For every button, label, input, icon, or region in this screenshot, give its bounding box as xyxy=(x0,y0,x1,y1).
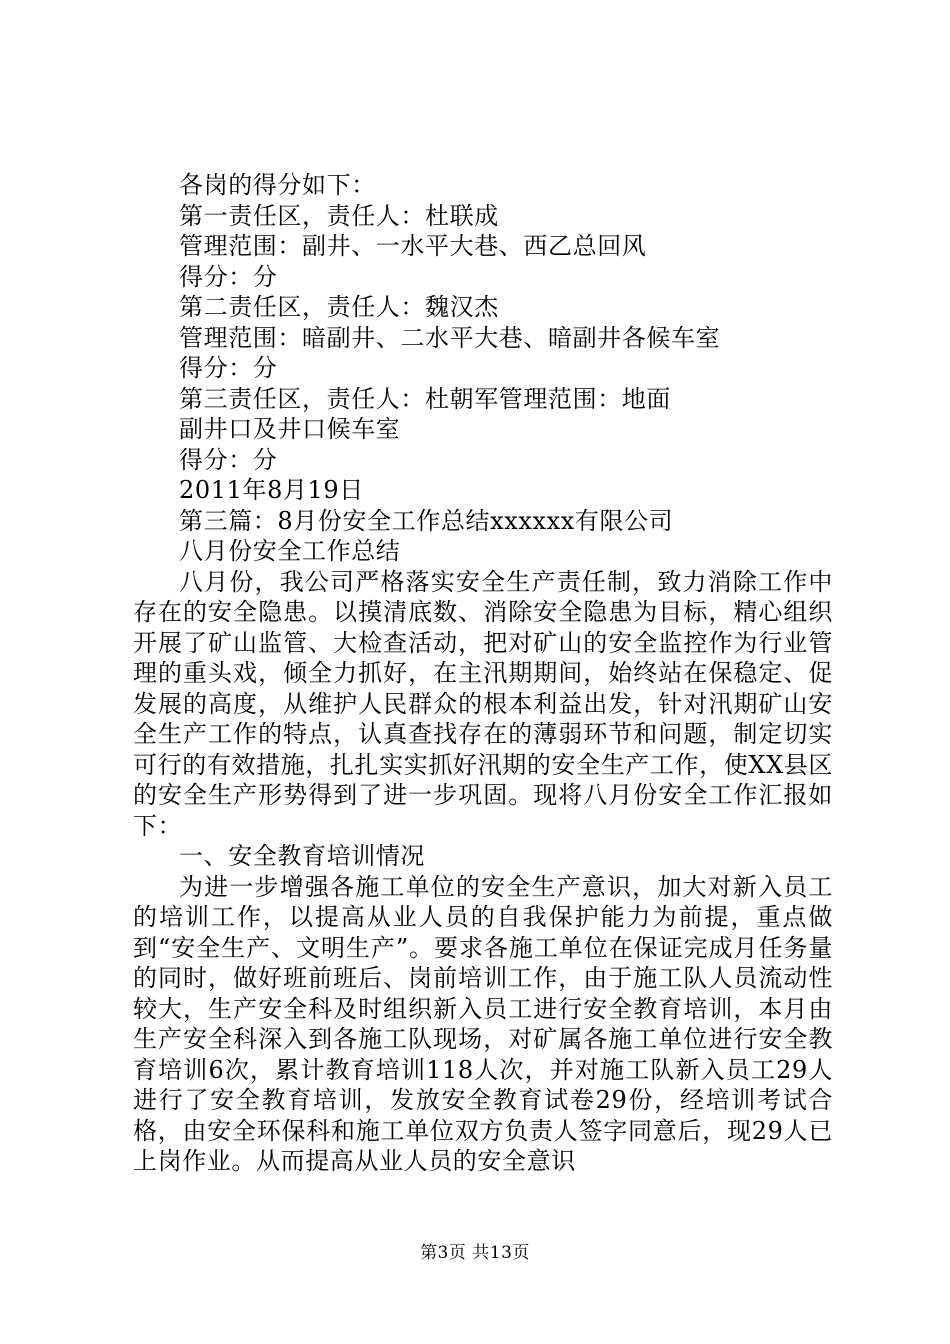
chapter-title: 第三篇：8月份安全工作总结xxxxxx有限公司 xyxy=(179,506,674,535)
section-heading: 一、安全教育培训情况 xyxy=(179,842,425,870)
text-line: 副井口及井口候车室 xyxy=(179,415,401,443)
document-body xyxy=(133,170,833,1177)
text-line: 各岗的得分如下： xyxy=(179,171,376,199)
body-paragraph: 八月份，我公司严格落实安全生产责任制，致力消除工作中存在的安全隐患。以摸清底数、消除安全隐患为目标，精心组织开展了矿山监管、大检查活动，把对矿山的安全监控作为行业管理的重头戏，倾全力抓好，在主汛期期间，始终站在保稳定、促发展的高度，从维护人民群众的根本利益出发，针对汛期矿山安全生产工作的特点，认真查找存在的薄弱环节和问题，制定切实可行的有效措施，扎扎实实抓好汛期的安全生产工作，使XX县区的安全生产形势得到了进一步巩固。现将八月份安全工作汇报如下： xyxy=(133,567,833,840)
text-line: 得分：分 xyxy=(179,445,278,474)
date-line: 2011年8月19日 xyxy=(179,476,364,504)
text-line: 第二责任区，责任人：魏汉杰 xyxy=(179,293,499,321)
text-line: 得分：分 xyxy=(179,262,278,291)
text-line: 管理范围：副井、一水平大巷、西乙总回风 xyxy=(179,232,647,260)
text-line: 得分：分 xyxy=(179,354,278,382)
text-line: 第三责任区，责任人：杜朝军管理范围：地面 xyxy=(179,384,671,413)
text-line: 管理范围：暗副井、二水平大巷、暗副井各候车室 xyxy=(179,323,721,352)
section-title: 八月份安全工作总结 xyxy=(179,537,401,565)
text-line: 第一责任区，责任人：杜联成 xyxy=(179,201,499,230)
body-paragraph: 为进一步增强各施工单位的安全生产意识，加大对新入员工的培训工作，以提高从业人员的自我保护能力为前提，重点做到“安全生产、文明生产”。要求各施工单位在保证完成月任务量的同时，做好班前班后、岗前培训工作，由于施工队人员流动性较大，生产安全科及时组织新入员工进行安全教育培训，本月由生产安全科深入到各施工队现场，对矿属各施工单位进行安全教育培训6次，累计教育培训118人次，并对施工队新入员工29人进行了安全教育培训，发放安全教育试卷29份，经培训考试合格，由安全环保科和施工单位双方负责人签字同意后，现29人已上岗作业。从而提高从业人员的安全意识 xyxy=(133,872,833,1175)
page-number: 第3页 共13页 xyxy=(420,1243,530,1263)
